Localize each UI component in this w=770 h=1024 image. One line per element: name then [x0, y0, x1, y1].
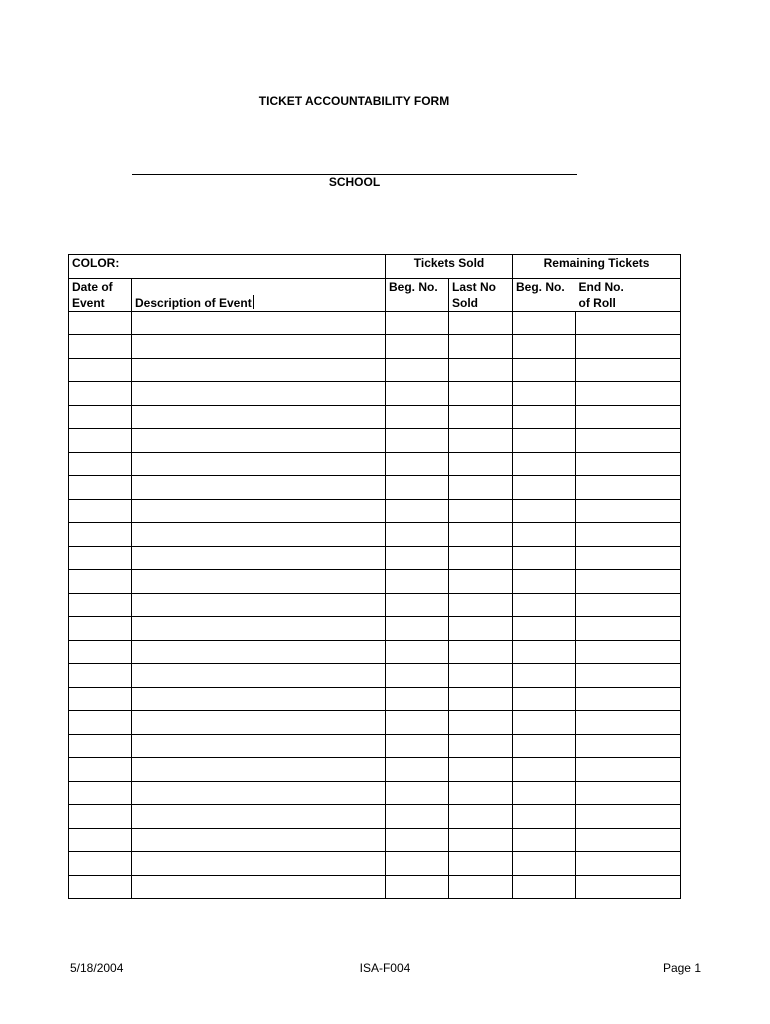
description-cell[interactable]	[132, 452, 386, 476]
beg-no-cell[interactable]	[386, 476, 449, 500]
remaining-beg-no-cell[interactable]	[513, 593, 576, 617]
last-no-cell[interactable]	[449, 617, 513, 641]
remaining-beg-no-cell[interactable]	[513, 711, 576, 735]
description-cell[interactable]	[132, 358, 386, 382]
table-row	[69, 429, 681, 453]
last-no-cell[interactable]	[449, 382, 513, 406]
beg-no-cell[interactable]	[386, 781, 449, 805]
last-no-cell[interactable]	[449, 546, 513, 570]
end-no-cell[interactable]	[576, 828, 681, 852]
last-no-cell[interactable]	[449, 335, 513, 359]
beg-no-cell[interactable]	[386, 570, 449, 594]
table-row	[69, 452, 681, 476]
last-no-cell[interactable]	[449, 358, 513, 382]
remaining-beg-no-cell[interactable]	[513, 617, 576, 641]
end-no-cell[interactable]	[576, 664, 681, 688]
end-no-cell[interactable]	[576, 570, 681, 594]
description-cell[interactable]	[132, 499, 386, 523]
beg-no-remaining-header: Beg. No.	[513, 278, 576, 311]
date-cell[interactable]	[69, 546, 132, 570]
end-no-cell[interactable]	[576, 523, 681, 547]
beg-no-cell[interactable]	[386, 711, 449, 735]
description-cell[interactable]	[132, 476, 386, 500]
end-no-cell[interactable]	[576, 734, 681, 758]
table-row	[69, 570, 681, 594]
date-cell[interactable]	[69, 382, 132, 406]
table-row	[69, 617, 681, 641]
beg-no-cell[interactable]	[386, 546, 449, 570]
description-cell[interactable]	[132, 405, 386, 429]
color-value-cell[interactable]	[132, 255, 386, 279]
last-no-cell[interactable]	[449, 734, 513, 758]
school-label: SCHOOL	[328, 175, 381, 189]
remaining-beg-no-cell[interactable]	[513, 452, 576, 476]
last-no-cell[interactable]	[449, 429, 513, 453]
end-no-cell[interactable]	[576, 758, 681, 782]
table-row	[69, 499, 681, 523]
table-row	[69, 805, 681, 829]
description-cell[interactable]	[132, 711, 386, 735]
of-roll-label: of Roll	[578, 295, 616, 310]
remaining-beg-no-cell[interactable]	[513, 335, 576, 359]
date-of-event-header	[69, 278, 132, 311]
text-cursor	[253, 295, 254, 309]
end-no-cell[interactable]	[576, 382, 681, 406]
last-no-cell[interactable]	[449, 499, 513, 523]
beg-no-cell[interactable]	[386, 687, 449, 711]
date-cell[interactable]	[69, 852, 132, 876]
remaining-beg-no-cell[interactable]	[513, 664, 576, 688]
beg-no-cell[interactable]	[386, 617, 449, 641]
end-no-label: End No.	[578, 279, 624, 294]
table-row	[69, 734, 681, 758]
last-no-cell[interactable]	[449, 687, 513, 711]
tickets-sold-header: Tickets Sold	[386, 255, 513, 279]
description-cell[interactable]	[132, 429, 386, 453]
description-cell[interactable]	[132, 828, 386, 852]
remaining-beg-no-cell[interactable]	[513, 358, 576, 382]
beg-no-cell[interactable]	[386, 405, 449, 429]
date-cell[interactable]	[69, 570, 132, 594]
beg-no-cell[interactable]	[386, 452, 449, 476]
end-no-cell[interactable]	[576, 311, 681, 335]
beg-no-cell[interactable]	[386, 758, 449, 782]
last-no-cell[interactable]	[449, 476, 513, 500]
last-no-cell[interactable]	[449, 452, 513, 476]
ticket-table	[68, 254, 681, 899]
end-no-cell[interactable]	[576, 711, 681, 735]
table-row	[69, 593, 681, 617]
end-no-cell[interactable]	[576, 476, 681, 500]
footer-page: Page 1	[662, 961, 701, 975]
end-no-cell[interactable]	[576, 781, 681, 805]
end-no-of-roll-header	[576, 278, 681, 311]
description-cell[interactable]	[132, 593, 386, 617]
remaining-beg-no-cell[interactable]	[513, 405, 576, 429]
last-no-cell[interactable]	[449, 311, 513, 335]
date-cell[interactable]	[69, 405, 132, 429]
header-row-1	[69, 255, 681, 279]
table-row	[69, 546, 681, 570]
remaining-beg-no-cell[interactable]	[513, 429, 576, 453]
end-no-cell[interactable]	[576, 405, 681, 429]
beg-no-cell[interactable]	[386, 734, 449, 758]
remaining-beg-no-cell[interactable]	[513, 805, 576, 829]
date-cell[interactable]	[69, 828, 132, 852]
remaining-beg-no-cell[interactable]	[513, 852, 576, 876]
event-label: Event	[72, 295, 105, 310]
description-cell[interactable]	[132, 382, 386, 406]
date-cell[interactable]	[69, 640, 132, 664]
remaining-beg-no-cell[interactable]	[513, 523, 576, 547]
table-row	[69, 382, 681, 406]
last-no-label: Last No	[452, 279, 497, 294]
remaining-beg-no-cell[interactable]	[513, 875, 576, 899]
end-no-cell[interactable]	[576, 358, 681, 382]
description-cell[interactable]	[132, 805, 386, 829]
date-cell[interactable]	[69, 358, 132, 382]
description-cell[interactable]	[132, 852, 386, 876]
table-row	[69, 311, 681, 335]
date-cell[interactable]	[69, 335, 132, 359]
remaining-beg-no-cell[interactable]	[513, 499, 576, 523]
beg-no-cell[interactable]	[386, 640, 449, 664]
table-row	[69, 875, 681, 899]
description-cell[interactable]	[132, 523, 386, 547]
table-row	[69, 758, 681, 782]
description-cell[interactable]	[132, 546, 386, 570]
date-cell[interactable]	[69, 311, 132, 335]
beg-no-cell[interactable]	[386, 875, 449, 899]
remaining-beg-no-cell[interactable]	[513, 781, 576, 805]
remaining-beg-no-cell[interactable]	[513, 758, 576, 782]
description-cell[interactable]	[132, 311, 386, 335]
remaining-beg-no-cell[interactable]	[513, 382, 576, 406]
last-no-cell[interactable]	[449, 523, 513, 547]
description-cell[interactable]	[132, 617, 386, 641]
footer-form-code: ISA-F004	[359, 961, 411, 975]
end-no-cell[interactable]	[576, 499, 681, 523]
last-no-cell[interactable]	[449, 781, 513, 805]
description-cell[interactable]	[132, 570, 386, 594]
date-cell[interactable]	[69, 499, 132, 523]
remaining-beg-no-cell[interactable]	[513, 828, 576, 852]
description-cell[interactable]	[132, 687, 386, 711]
last-no-cell[interactable]	[449, 875, 513, 899]
description-cell[interactable]	[132, 664, 386, 688]
last-no-cell[interactable]	[449, 593, 513, 617]
table-row	[69, 405, 681, 429]
table-row	[69, 687, 681, 711]
end-no-cell[interactable]	[576, 805, 681, 829]
date-cell[interactable]	[69, 758, 132, 782]
end-no-cell[interactable]	[576, 452, 681, 476]
beg-no-header: Beg. No.	[386, 278, 449, 311]
date-cell[interactable]	[69, 687, 132, 711]
date-cell[interactable]	[69, 805, 132, 829]
description-cell[interactable]	[132, 758, 386, 782]
last-no-sold-header	[449, 278, 513, 311]
remaining-beg-no-cell[interactable]	[513, 476, 576, 500]
date-cell[interactable]	[69, 875, 132, 899]
end-no-cell[interactable]	[576, 593, 681, 617]
remaining-beg-no-cell[interactable]	[513, 687, 576, 711]
sold-label: Sold	[452, 295, 478, 310]
last-no-cell[interactable]	[449, 711, 513, 735]
description-cell[interactable]	[132, 640, 386, 664]
table-row	[69, 711, 681, 735]
description-cell[interactable]	[132, 781, 386, 805]
date-of-label: Date of	[72, 279, 113, 294]
end-no-cell[interactable]	[576, 852, 681, 876]
description-label: Description of Event	[135, 295, 252, 310]
beg-no-cell[interactable]	[386, 429, 449, 453]
color-label: COLOR:	[69, 255, 132, 279]
description-header	[132, 278, 386, 311]
date-cell[interactable]	[69, 734, 132, 758]
last-no-cell[interactable]	[449, 664, 513, 688]
table-row	[69, 335, 681, 359]
date-cell[interactable]	[69, 429, 132, 453]
description-cell[interactable]	[132, 875, 386, 899]
end-no-cell[interactable]	[576, 617, 681, 641]
date-cell[interactable]	[69, 781, 132, 805]
date-cell[interactable]	[69, 593, 132, 617]
table-row	[69, 828, 681, 852]
last-no-cell[interactable]	[449, 828, 513, 852]
beg-no-cell[interactable]	[386, 499, 449, 523]
table-row	[69, 640, 681, 664]
beg-no-cell[interactable]	[386, 311, 449, 335]
beg-no-cell[interactable]	[386, 593, 449, 617]
remaining-beg-no-cell[interactable]	[513, 546, 576, 570]
footer-date: 5/18/2004	[70, 961, 124, 975]
date-cell[interactable]	[69, 452, 132, 476]
beg-no-cell[interactable]	[386, 852, 449, 876]
form-title: TICKET ACCOUNTABILITY FORM	[258, 94, 450, 108]
date-cell[interactable]	[69, 711, 132, 735]
table-row	[69, 523, 681, 547]
description-cell[interactable]	[132, 734, 386, 758]
beg-no-cell[interactable]	[386, 358, 449, 382]
remaining-beg-no-cell[interactable]	[513, 734, 576, 758]
end-no-cell[interactable]	[576, 546, 681, 570]
remaining-beg-no-cell[interactable]	[513, 640, 576, 664]
last-no-cell[interactable]	[449, 805, 513, 829]
header-row-2	[69, 278, 681, 311]
beg-no-cell[interactable]	[386, 335, 449, 359]
table-row	[69, 781, 681, 805]
remaining-beg-no-cell[interactable]	[513, 311, 576, 335]
beg-no-cell[interactable]	[386, 805, 449, 829]
date-cell[interactable]	[69, 664, 132, 688]
last-no-cell[interactable]	[449, 852, 513, 876]
date-cell[interactable]	[69, 476, 132, 500]
beg-no-cell[interactable]	[386, 664, 449, 688]
last-no-cell[interactable]	[449, 570, 513, 594]
last-no-cell[interactable]	[449, 405, 513, 429]
end-no-cell[interactable]	[576, 429, 681, 453]
date-cell[interactable]	[69, 617, 132, 641]
remaining-beg-no-cell[interactable]	[513, 570, 576, 594]
description-cell[interactable]	[132, 335, 386, 359]
table-row	[69, 476, 681, 500]
beg-no-cell[interactable]	[386, 523, 449, 547]
date-cell[interactable]	[69, 523, 132, 547]
last-no-cell[interactable]	[449, 640, 513, 664]
end-no-cell[interactable]	[576, 875, 681, 899]
end-no-cell[interactable]	[576, 335, 681, 359]
last-no-cell[interactable]	[449, 758, 513, 782]
end-no-cell[interactable]	[576, 687, 681, 711]
table-row	[69, 664, 681, 688]
end-no-cell[interactable]	[576, 640, 681, 664]
remaining-tickets-header: Remaining Tickets	[513, 255, 681, 279]
table-row	[69, 358, 681, 382]
beg-no-cell[interactable]	[386, 828, 449, 852]
beg-no-cell[interactable]	[386, 382, 449, 406]
table-row	[69, 852, 681, 876]
